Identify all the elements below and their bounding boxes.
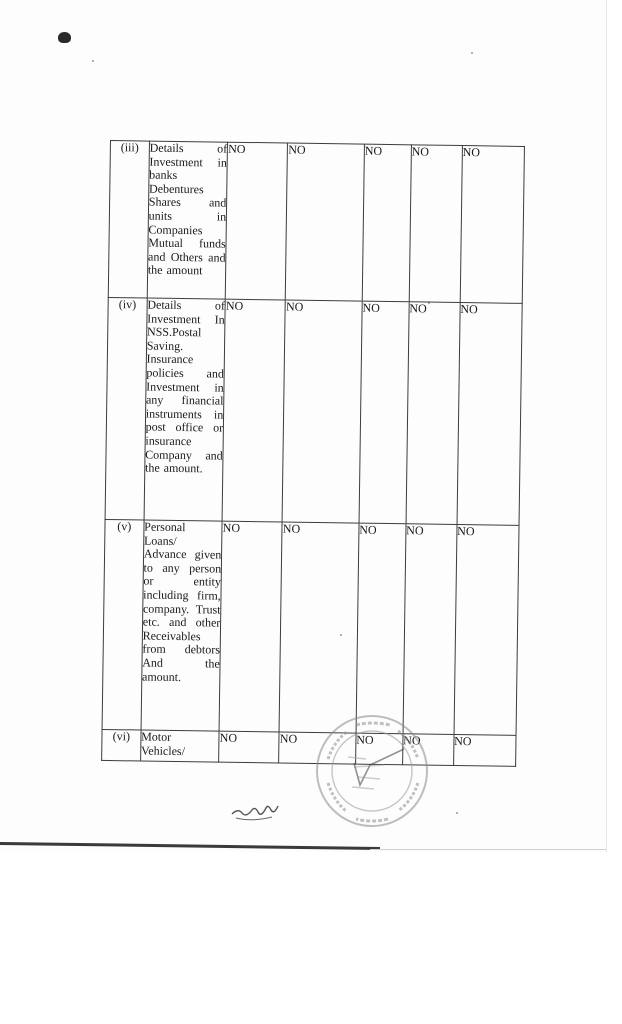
- value-cell: NO: [453, 734, 516, 766]
- value-cell: NO: [402, 734, 453, 766]
- scan-speck: [456, 812, 458, 814]
- assets-declaration-table: [101, 140, 525, 767]
- row-number-cell: (iii): [108, 141, 149, 299]
- handwritten-signature: [228, 796, 282, 824]
- assets-table-wrapper: [101, 140, 525, 767]
- paper-bottom-edge-fade: [370, 849, 606, 850]
- value-cell: NO: [362, 144, 411, 302]
- value-cell: NO: [355, 733, 402, 765]
- value-cell: NO: [406, 302, 460, 525]
- official-seal-stamp: [314, 713, 430, 829]
- row-description-text: Motor Vehicles/: [140, 729, 186, 758]
- punch-hole: [58, 32, 71, 43]
- value-cell: NO: [403, 524, 457, 735]
- row-description-cell: [141, 520, 223, 731]
- value-cell: NO: [454, 525, 519, 736]
- value-cell: NO: [457, 303, 522, 526]
- table-row: [102, 519, 519, 735]
- row-description-cell: [144, 298, 226, 521]
- value-cell: NO: [286, 143, 365, 301]
- row-number-cell: (vi): [102, 729, 141, 761]
- scan-speck: [471, 52, 473, 54]
- value-cell: NO: [222, 299, 285, 522]
- scan-speck: [92, 60, 94, 62]
- value-cell: NO: [279, 732, 356, 764]
- table-row: [108, 141, 524, 304]
- table-row: [105, 297, 522, 525]
- value-cell: NO: [219, 521, 282, 732]
- row-description-cell: [147, 141, 228, 299]
- value-cell: NO: [219, 731, 280, 763]
- value-cell: NO: [279, 522, 358, 733]
- row-description-text: Details of Investment In NSS.Postal Saving. Insurance policies and Investment in any financial instruments in post office or insurance Company and the amount.: [144, 297, 225, 476]
- row-description-text: Details of Investment in banks Debentures Shares and units in Companies Mutual funds and Others and the amount: [147, 140, 228, 278]
- row-number-cell: (v): [102, 519, 144, 730]
- value-cell: NO: [282, 300, 362, 523]
- row-number-cell: (iv): [105, 297, 147, 520]
- row-description-text: Personal Loans/ Advance given to any person or entity including firm, company. Trust etc. and other Receivables from debtors And the amount.: [141, 519, 222, 684]
- value-cell: NO: [460, 146, 524, 304]
- row-description-cell: [140, 730, 219, 762]
- value-cell: NO: [356, 523, 406, 734]
- table-row: [102, 729, 516, 766]
- value-cell: NO: [225, 142, 287, 300]
- value-cell: NO: [409, 145, 462, 303]
- value-cell: NO: [359, 301, 409, 524]
